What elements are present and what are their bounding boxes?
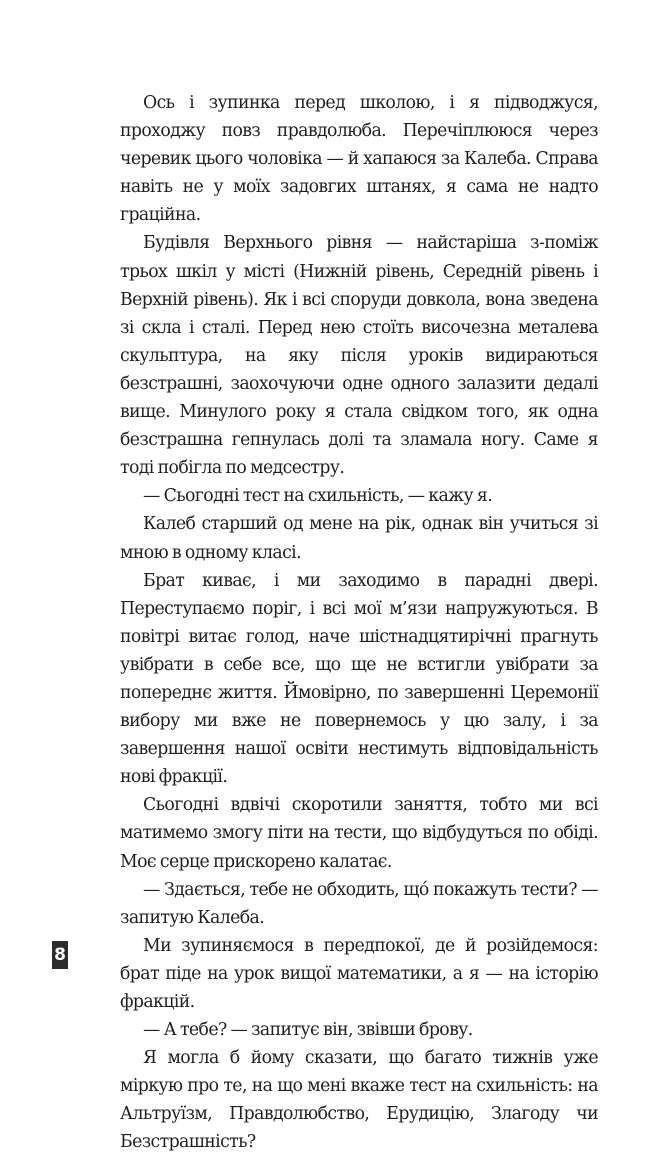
paragraph: Будівля Верхнього рівня — найстаріша з-поміж трьох шкіл у місті (Нижній рівень, Середній рівень і Верхній рівень). Як і всі споруди довкола, вона зведена зі скла і сталі. Перед нею стоїть височезна металева скульптура, на яку після уроків видираються безстрашні, заохочуючи одне одного залазити дедалі вище. Минулого року я стала свідком того, як одна безстрашна гепнулась долі та зламала ногу. Саме я тоді побігла по медсестру. [120, 233, 598, 479]
paragraph: Брат киває, і ми заходимо в парадні двері. Переступаємо поріг, і всі мої м’язи напружуються. В повітрі витає голод, наче шістнадцятирічні прагнуть увібрати в себе все, що ще не встигли увібрати за попереднє життя. Ймовірно, по завершенні Церемонії вибору ми вже не повернемось у цю залу, і за завершення нашої освіти нестимуть відповідальність нові фракції. [120, 570, 598, 788]
paragraph: — А тебе? — запитує він, звівши брову. [143, 1020, 473, 1041]
paragraph: Я могла б йому сказати, що багато тижнів уже міркую про те, на що мені вкаже тест на схильність: на Альтруїзм, Правдолюбство, Ерудицію, Злагоду чи Безстрашність? [120, 1048, 598, 1153]
paragraph: Калеб старший од мене на рік, однак він учиться зі мною в одному класі. [120, 514, 598, 563]
paragraph: — Сьогодні тест на схильність, — кажу я. [143, 486, 493, 507]
body-text [120, 89, 598, 1157]
paragraph: Ось і зупинка перед школою, і я підводжуся, проходжу повз правдолюба. Перечіплююся через черевик цього чоловіка — й хапаюся за Калеба. Справа навіть не у моїх задовгих штанях, я сама не надто граційна. [120, 93, 598, 226]
paragraph: Сьогодні вдвічі скоротили заняття, тобто ми всі матимемо змогу піти на тести, що відбудуться по обіді. Моє серце прискорено калатає. [120, 795, 598, 872]
paragraph: Ми зупиняємося в передпокої, де й розійдемося: брат піде на урок вищої математики, а я — на історію фракцій. [120, 935, 598, 1012]
paragraph: — Здається, тебе не обходить, що́ покажуть тести? — запитую Калеба. [120, 879, 598, 928]
page-number: 8 [52, 941, 68, 969]
